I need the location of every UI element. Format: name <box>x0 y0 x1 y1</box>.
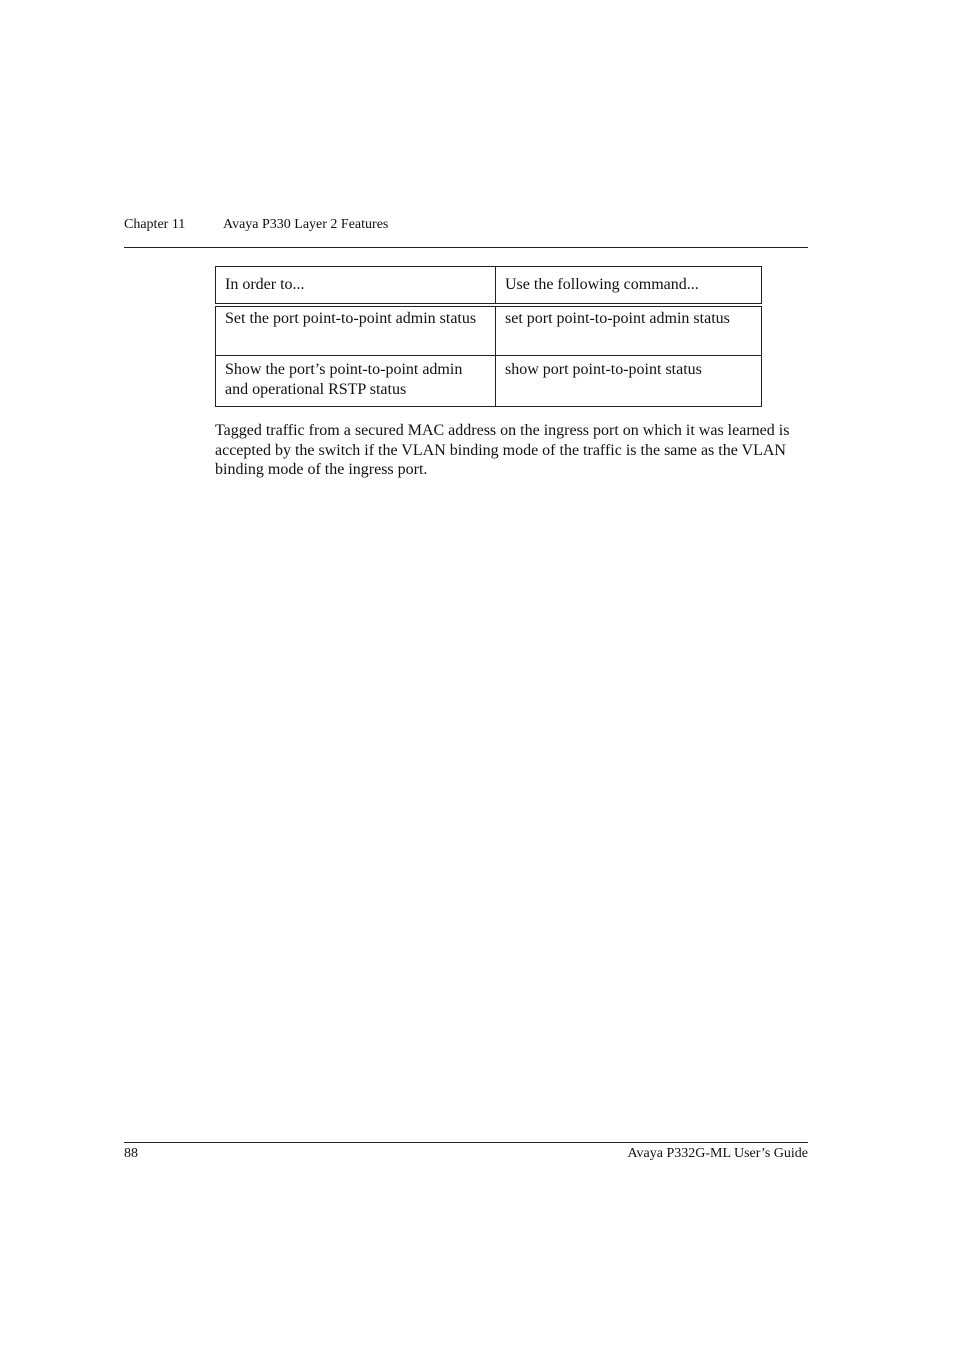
page-number: 88 <box>124 1146 138 1161</box>
document-title: Avaya P332G-ML User’s Guide <box>627 1146 808 1161</box>
chapter-title: Avaya P330 Layer 2 Features <box>223 217 389 232</box>
running-header <box>124 216 808 248</box>
table-row <box>216 356 762 407</box>
table-cell-command: set port point-to-point admin status <box>496 305 762 356</box>
chapter-number: Chapter 11 <box>124 217 186 232</box>
command-table <box>215 266 762 407</box>
table-header-command: Use the following command... <box>496 267 762 306</box>
table-header-row <box>216 267 762 306</box>
body-paragraph: Tagged traffic from a secured MAC address on the ingress port on which it was learned is accepted by the switch if the VLAN binding mode of the traffic is the same as the VLAN binding mode of the ingress port. <box>215 422 790 478</box>
running-footer <box>124 1142 808 1161</box>
table-header-purpose: In order to... <box>216 267 496 306</box>
table-row <box>216 305 762 356</box>
table-cell-command: show port point-to-point status <box>496 356 762 407</box>
table-cell-purpose: Show the port’s point-to-point admin and operational RSTP status <box>216 356 496 407</box>
table-cell-purpose: Set the port point-to-point admin status <box>216 305 496 356</box>
